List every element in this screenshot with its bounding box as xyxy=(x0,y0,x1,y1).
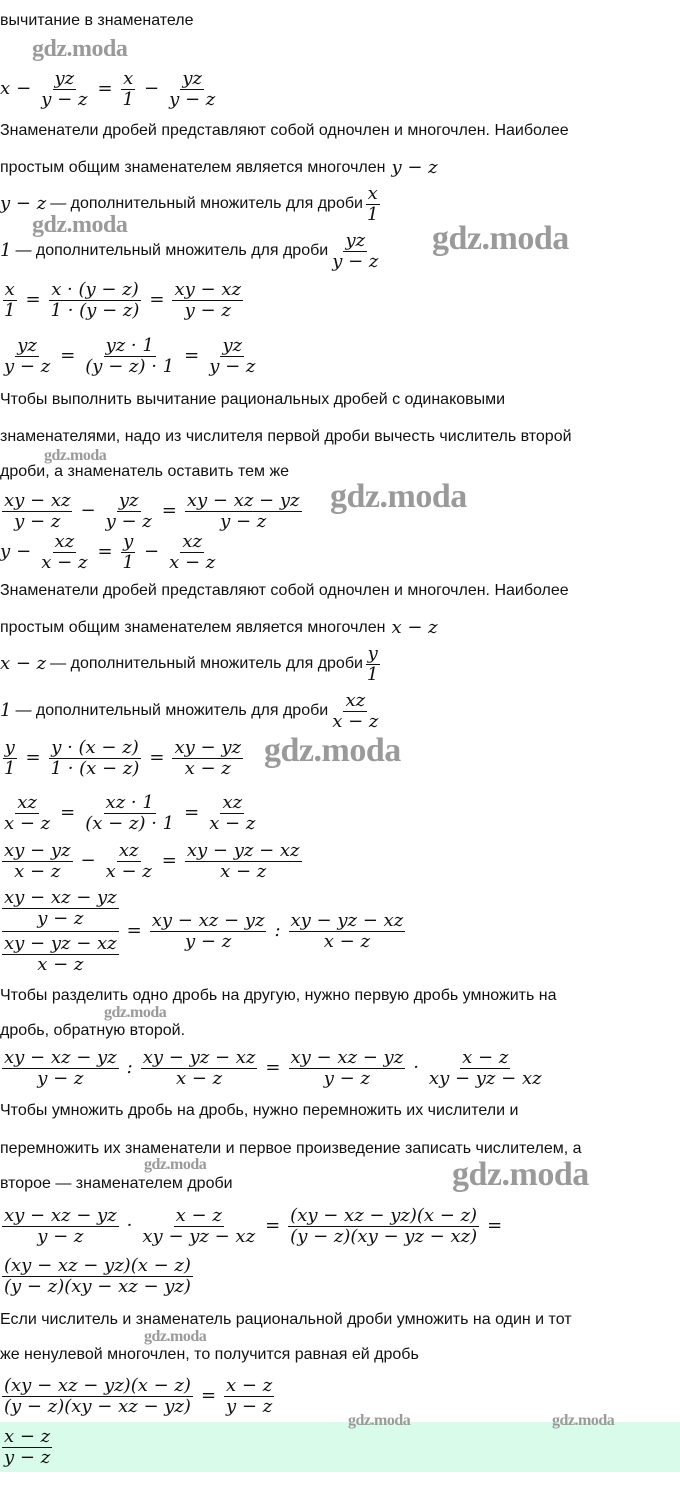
step-text: второе — знаменателем дроби xyxy=(0,1175,233,1192)
numerator: xy − xz xyxy=(4,489,71,511)
step-text: знаменателями, надо из числителя первой дроби вычесть числитель второй xyxy=(0,428,572,445)
step-text: Если числитель и знаменатель рациональной дроби умножить на один и тот xyxy=(0,1311,572,1328)
equation-9 xyxy=(0,880,407,982)
denominator: x − z xyxy=(332,710,379,732)
operator: = xyxy=(60,802,76,823)
operator: − xyxy=(143,541,160,562)
numerator: x · (y − z) xyxy=(51,278,139,300)
fraction xyxy=(288,1206,479,1247)
fraction xyxy=(2,793,52,834)
denominator: 1 xyxy=(366,663,379,685)
operator: : xyxy=(274,920,281,941)
numerator: xz xyxy=(54,530,75,552)
operator: − xyxy=(80,850,96,871)
complex-fraction xyxy=(0,888,121,975)
fraction xyxy=(2,336,52,377)
denominator: y − z xyxy=(332,250,379,272)
equation-11 xyxy=(0,1200,508,1252)
fraction xyxy=(289,1048,406,1089)
denominator: x − z xyxy=(176,1067,223,1089)
operator: = xyxy=(126,920,142,941)
step-text: же ненулевой многочлен, то получится равная ей дробь xyxy=(0,1346,419,1363)
numerator: xy − xz − yz xyxy=(4,1204,117,1226)
fraction xyxy=(365,184,380,225)
numerator: xy − yz − xz xyxy=(290,909,404,931)
fraction xyxy=(39,532,89,573)
denominator: y − z xyxy=(323,1067,370,1089)
operator: = xyxy=(161,500,177,521)
step-text: Чтобы умножить дробь на дробь, нужно перемножить их числители и xyxy=(0,1102,519,1119)
denominator: y − z xyxy=(220,510,267,532)
denominator: (x − z) · 1 xyxy=(85,812,175,834)
operator: − xyxy=(16,78,32,99)
watermark: gdz.moda xyxy=(104,1004,167,1021)
denominator: xy − yz − xz xyxy=(428,1067,542,1089)
numerator: x − z xyxy=(4,1425,51,1447)
step-text: — дополнительный множитель для дроби xyxy=(15,242,329,259)
math-inline: y − z xyxy=(391,157,438,178)
operator: = xyxy=(60,345,76,366)
fraction xyxy=(207,336,257,377)
fraction xyxy=(39,69,89,110)
numerator: xy − yz − xz xyxy=(142,1046,256,1068)
numerator: x xyxy=(4,278,15,300)
step-text: простым общим знаменателем является многочлен xyxy=(0,619,386,636)
denominator: y − z xyxy=(185,930,232,952)
watermark: gdz.moda xyxy=(32,36,128,62)
equation-7 xyxy=(0,788,259,838)
denominator: 1 xyxy=(4,299,16,321)
step-line xyxy=(0,226,382,276)
step-text: дроби, а знаменатель оставить тем же xyxy=(0,463,290,480)
numerator: xz xyxy=(17,791,37,813)
denominator: y − z xyxy=(41,88,88,110)
step-text: дробь, обратную второй. xyxy=(0,1022,186,1039)
watermark: gdz.moda xyxy=(552,1412,615,1429)
equation-5 xyxy=(0,527,219,577)
operator: = xyxy=(265,1057,281,1078)
numerator: xz · 1 xyxy=(105,791,154,813)
numerator: yz · 1 xyxy=(105,334,154,356)
fraction xyxy=(185,491,302,532)
watermark: gdz.moda xyxy=(432,220,569,257)
watermark: gdz.moda xyxy=(264,732,401,769)
fraction xyxy=(2,1376,193,1417)
numerator: xz xyxy=(118,839,139,861)
step-text: вычитание в знаменателе xyxy=(0,12,194,29)
step-text: — дополнительный множитель для дроби xyxy=(50,195,363,212)
equation-6 xyxy=(0,732,245,784)
final-answer xyxy=(0,1422,54,1472)
fraction xyxy=(2,1427,52,1468)
numerator: xy − xz − yz xyxy=(4,1046,117,1068)
operator: = xyxy=(184,802,200,823)
watermark: gdz.moda xyxy=(348,1412,411,1429)
numerator: x xyxy=(123,67,134,89)
denominator: y − z xyxy=(37,1225,84,1247)
denominator: y − z xyxy=(169,88,216,110)
fraction xyxy=(167,69,217,110)
equation-8 xyxy=(0,836,304,886)
operator: − xyxy=(143,78,160,99)
operator: = xyxy=(200,1385,217,1406)
fraction xyxy=(83,793,176,834)
numerator: y xyxy=(4,736,15,758)
numerator: xz xyxy=(345,689,366,711)
denominator: x − z xyxy=(4,812,51,834)
numerator: y xyxy=(123,530,134,552)
numerator: xy − xz − yz xyxy=(151,909,265,931)
fraction xyxy=(207,793,257,834)
denominator: 1 xyxy=(122,88,134,110)
denominator: (y − z) · 1 xyxy=(85,355,175,377)
denominator: 1 xyxy=(122,551,134,573)
fraction xyxy=(140,1206,257,1247)
denominator: y − z xyxy=(14,510,61,532)
denominator: 1 · (x − z) xyxy=(50,757,140,779)
fraction xyxy=(2,932,119,975)
denominator: x − z xyxy=(323,930,370,952)
equation-12 xyxy=(0,1250,195,1302)
fraction xyxy=(104,491,154,532)
watermark: gdz.moda xyxy=(32,212,128,238)
watermark: gdz.moda xyxy=(452,1156,589,1193)
fraction xyxy=(172,738,243,779)
fraction xyxy=(427,1048,544,1089)
numerator: yz xyxy=(345,229,366,251)
numerator: y xyxy=(367,642,378,664)
equation-10 xyxy=(0,1042,546,1094)
denominator: x − z xyxy=(220,860,267,882)
equation-1 xyxy=(0,64,219,114)
equation-13 xyxy=(0,1370,276,1422)
numerator: xy − xz xyxy=(174,278,241,300)
denominator: x − z xyxy=(169,551,216,573)
step-text: Знаменатели дробей представляют собой одночлен и многочлен. Наиболее xyxy=(0,582,569,599)
numerator: yz xyxy=(17,334,37,356)
math-inline: y − z xyxy=(0,193,47,214)
operator: = xyxy=(184,345,200,366)
operator: = xyxy=(97,78,113,99)
denominator: (y − z)(xy − xz − yz) xyxy=(4,1275,191,1297)
fraction xyxy=(141,1048,258,1089)
operator: = xyxy=(149,289,165,310)
watermark: gdz.moda xyxy=(44,447,107,464)
fraction xyxy=(121,532,136,573)
operator: = xyxy=(487,1215,503,1236)
operator: − xyxy=(80,500,96,521)
denominator: x − z xyxy=(184,757,231,779)
numerator: x − z xyxy=(462,1046,509,1068)
denominator: x − z xyxy=(209,812,256,834)
math-inline: 1 xyxy=(0,240,12,261)
denominator: 1 · (y − z) xyxy=(50,299,140,321)
step-line xyxy=(0,686,382,736)
numerator: yz xyxy=(118,489,139,511)
denominator: xy − yz − xz xyxy=(142,1225,256,1247)
denominator: y − z xyxy=(4,355,51,377)
numerator: xy − yz − xz xyxy=(4,932,117,954)
numerator: xz xyxy=(222,791,243,813)
fraction xyxy=(121,69,136,110)
operator: = xyxy=(97,541,113,562)
numerator: x − z xyxy=(226,1374,273,1396)
denominator: y − z xyxy=(37,907,84,929)
step-line xyxy=(0,640,382,688)
fraction xyxy=(2,738,17,779)
fraction xyxy=(224,1376,274,1417)
denominator: y − z xyxy=(4,1446,51,1468)
fraction xyxy=(2,280,17,321)
math-inline: 1 xyxy=(0,700,12,721)
watermark: gdz.moda xyxy=(144,1328,207,1345)
numerator: yz xyxy=(182,67,202,89)
denominator: x − z xyxy=(41,551,88,573)
fraction xyxy=(49,280,142,321)
operator: = xyxy=(161,850,177,871)
math-inline: x − z xyxy=(0,653,47,674)
numerator: xy − yz xyxy=(174,736,241,758)
equation-2 xyxy=(0,274,245,326)
step-text: Чтобы разделить одно дробь на другую, нужно первую дробь умножить на xyxy=(0,987,557,1004)
denominator: 1 xyxy=(366,203,379,225)
fraction xyxy=(104,841,154,882)
watermark: gdz.moda xyxy=(144,1156,207,1173)
operator: − xyxy=(16,541,32,562)
numerator: y · (x − z) xyxy=(51,736,139,758)
var: x xyxy=(0,78,11,99)
denominator: y − z xyxy=(184,299,231,321)
math-inline: x − z xyxy=(391,617,438,638)
fraction xyxy=(49,738,142,779)
denominator: x − z xyxy=(14,860,61,882)
fraction xyxy=(330,231,380,272)
numerator: xy − yz xyxy=(4,839,71,861)
numerator: xz xyxy=(182,530,202,552)
step-line xyxy=(0,616,438,640)
numerator: (xy − xz − yz)(x − z) xyxy=(4,1254,191,1276)
fraction xyxy=(83,336,176,377)
step-text: — дополнительный множитель для дроби xyxy=(15,702,329,719)
fraction xyxy=(185,841,302,882)
denominator: y − z xyxy=(226,1395,273,1417)
fraction xyxy=(2,491,72,532)
denominator: (y − z)(xy − xz − yz) xyxy=(4,1395,191,1417)
denominator: x − z xyxy=(37,953,84,975)
fraction xyxy=(330,691,380,732)
operator: = xyxy=(25,747,41,768)
numerator: xy − xz − yz xyxy=(186,489,300,511)
var: y xyxy=(0,541,11,562)
denominator: 1 xyxy=(4,757,16,779)
numerator: x xyxy=(367,182,378,204)
step-line xyxy=(0,180,382,228)
equation-3 xyxy=(0,330,259,382)
numerator: yz xyxy=(222,334,243,356)
denominator: y − z xyxy=(209,355,256,377)
operator: · xyxy=(413,1057,419,1078)
numerator: (xy − xz − yz)(x − z) xyxy=(4,1374,191,1396)
operator: = xyxy=(149,747,165,768)
fraction xyxy=(2,888,119,932)
watermark: gdz.moda xyxy=(330,478,467,515)
numerator: yz xyxy=(54,67,75,89)
step-text: простым общим знаменателем является многочлен xyxy=(0,159,386,176)
operator: = xyxy=(265,1215,281,1236)
fraction xyxy=(167,532,217,573)
numerator: x − z xyxy=(175,1204,222,1226)
numerator: xy − xz − yz xyxy=(290,1046,404,1068)
fraction xyxy=(2,1048,119,1089)
fraction xyxy=(365,644,380,685)
denominator: (y − z)(xy − yz − xz) xyxy=(290,1225,478,1247)
fraction xyxy=(2,1256,193,1297)
step-line xyxy=(0,156,438,180)
denominator: y − z xyxy=(105,510,152,532)
step-text: Знаменатели дробей представляют собой одночлен и многочлен. Наиболее xyxy=(0,122,569,139)
step-text: перемножить их знаменатели и первое произведение записать числителем, а xyxy=(0,1140,582,1157)
operator: · xyxy=(126,1215,133,1236)
denominator: x − z xyxy=(105,860,152,882)
operator: : xyxy=(126,1057,133,1078)
numerator: xy − yz − xz xyxy=(186,839,300,861)
numerator: (xy − xz − yz)(x − z) xyxy=(290,1204,478,1226)
fraction xyxy=(2,841,73,882)
step-text: — дополнительный множитель для дроби xyxy=(50,655,363,672)
fraction xyxy=(150,911,267,952)
numerator: xy − xz − yz xyxy=(4,886,117,908)
operator: = xyxy=(25,289,41,310)
fraction xyxy=(2,1206,119,1247)
step-text: Чтобы выполнить вычитание рациональных дробей с одинаковыми xyxy=(0,391,506,408)
fraction xyxy=(172,280,242,321)
denominator: y − z xyxy=(37,1067,84,1089)
fraction xyxy=(289,911,406,952)
